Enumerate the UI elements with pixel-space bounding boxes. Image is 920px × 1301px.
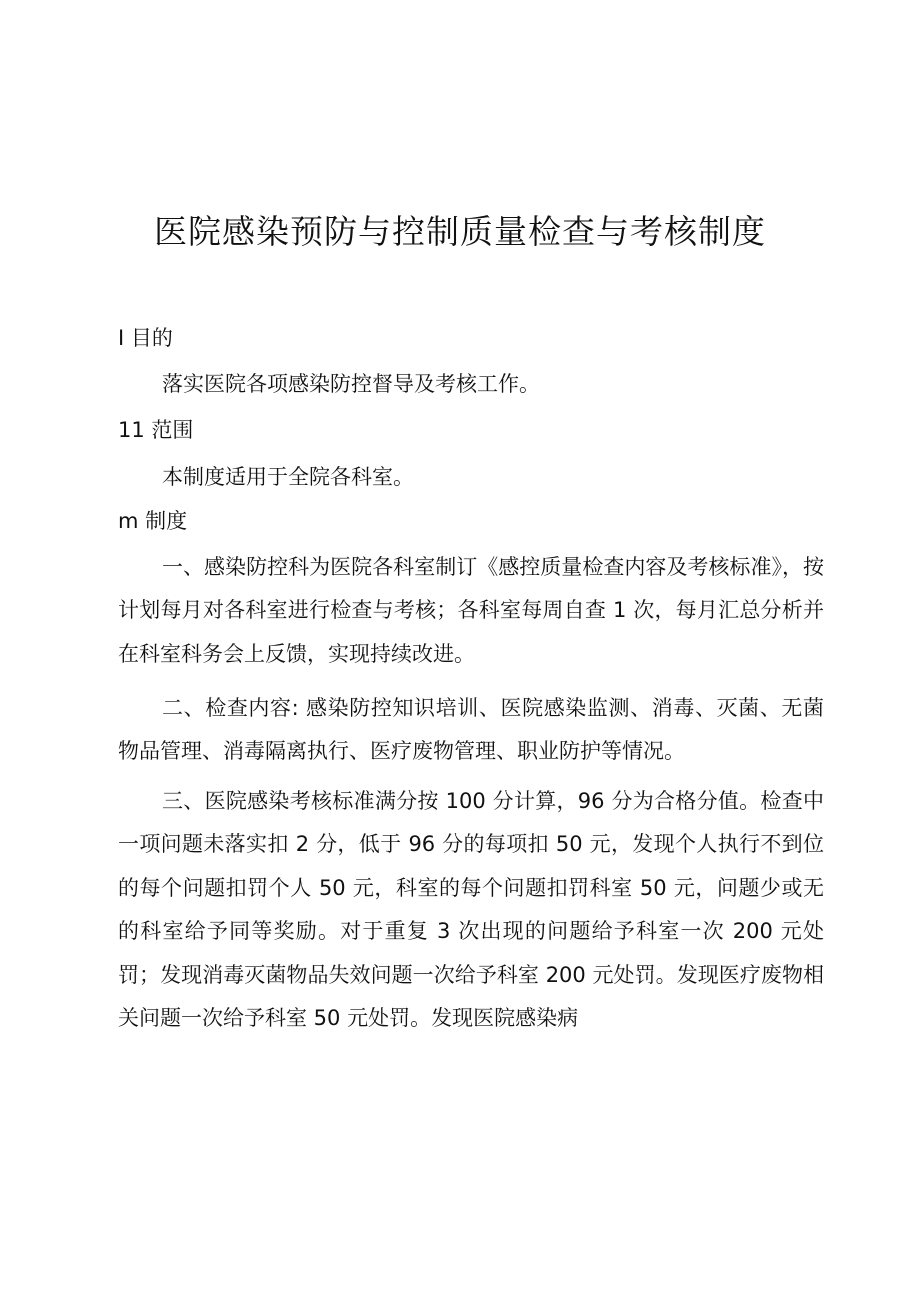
section-body-purpose: 落实医院各项感染防控督导及考核工作。 <box>162 372 540 396</box>
document-title: 医院感染预防与控制质量检查与考核制度 <box>154 212 766 251</box>
system-paragraph-2: 二、检查内容: 感染防控知识培训、医院感染监测、消毒、灭菌、无菌物品管理、消毒隔离执行、医疗废物管理、职业防护等情况。 <box>118 696 824 764</box>
system-paragraph-3: 三、医院感染考核标准满分按 100 分计算，96 分为合格分值。检查中一项问题未落实扣 2 分，低于 96 分的每项扣 50 元，发现个人执行不到位的每个问题扣罚个人 50 元，科室的每个问题扣罚科室 50 元，问题少或无的科室给予同等奖励。对于重复 3 次出现的问题给予科室一次 200 元处罚；发现消毒灭菌物品失效问题一次给予科室 200 元处罚。发现医疗废物相关问题一次给予科室 50 元处罚。发现医院感染病 <box>118 789 824 1031</box>
section-heading-system: m 制度 <box>118 509 188 533</box>
system-paragraph-1: 一、感染防控科为医院各科室制订《感控质量检查内容及考核标准》，按计划每月对各科室进行检查与考核；各科室每周自查 1 次，每月汇总分析并在科室科务会上反馈，实现持续改进。 <box>118 555 824 666</box>
section-heading-scope: 11 范围 <box>118 418 194 442</box>
section-heading-purpose: I 目的 <box>118 326 173 350</box>
section-body-scope: 本制度适用于全院各科室。 <box>162 465 414 489</box>
